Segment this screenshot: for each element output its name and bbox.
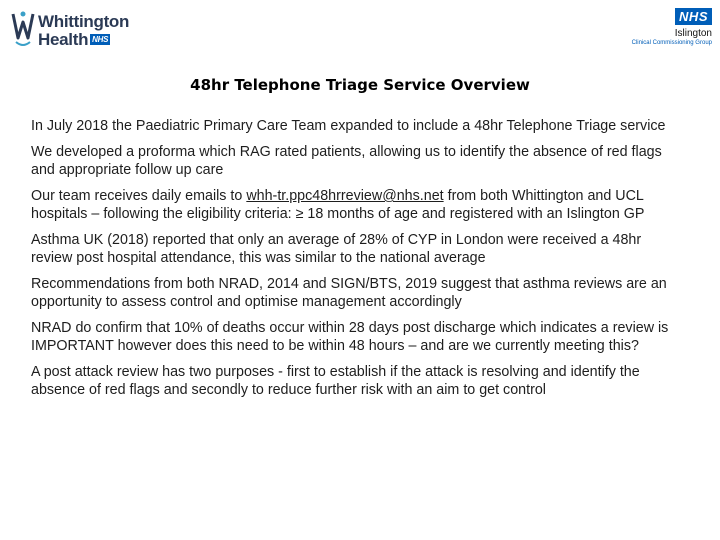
logo-text-whittington: Whittington	[38, 12, 130, 31]
page-title: 48hr Telephone Triage Service Overview	[190, 76, 530, 94]
paragraph-2: We developed a proforma which RAG rated patients, allowing us to identify the absence of red flags and appropriate follow up care	[31, 144, 662, 178]
paragraph-7: A post attack review has two purposes - first to establish if the attack is resolving and identify the absence of red flags and secondly to reduce further risk with an aim to get control	[31, 364, 640, 398]
whittington-health-logo	[10, 8, 130, 50]
paragraph-1: In July 2018 the Paediatric Primary Care Team expanded to include a 48hr Telephone Triage service	[31, 118, 666, 134]
paragraph-3	[31, 187, 681, 223]
whittington-w-icon	[10, 8, 36, 48]
paragraph-3-intro: Our team receives daily emails to	[31, 188, 247, 204]
email-link[interactable]: whh-tr.ppc48hrreview@nhs.net	[246, 188, 444, 204]
nhs-badge-small: NHS	[92, 35, 109, 44]
ccg-subtitle: Clinical Commissioning Group	[631, 40, 712, 46]
logo-text-health-word: Health	[38, 30, 89, 49]
paragraph-4: Asthma UK (2018) reported that only an average of 28% of CYP in London were received a 48hr review post hospital attendance, this was similar to the national average	[31, 232, 642, 266]
islington-ccg-logo	[622, 8, 712, 52]
ccg-name: Islington	[674, 28, 712, 39]
paragraph-3-rest: from both Whittington and UCL hospitals – following the eligibility criteria: ≥ 18 months of age and registered with an Islington GP	[31, 188, 645, 222]
paragraph-6: NRAD do confirm that 10% of deaths occur within 28 days post discharge which indicates a review is IMPORTANT however does this need to be within 48 hours – and are we currently meeting this?	[31, 320, 669, 354]
nhs-logo-badge: NHS	[675, 8, 712, 25]
content-body	[31, 117, 681, 407]
paragraph-5: Recommendations from both NRAD, 2014 and SIGN/BTS, 2019 suggest that asthma reviews are an opportunity to assess control and optimise management accordingly	[31, 276, 667, 310]
logo-text-health	[38, 30, 110, 50]
